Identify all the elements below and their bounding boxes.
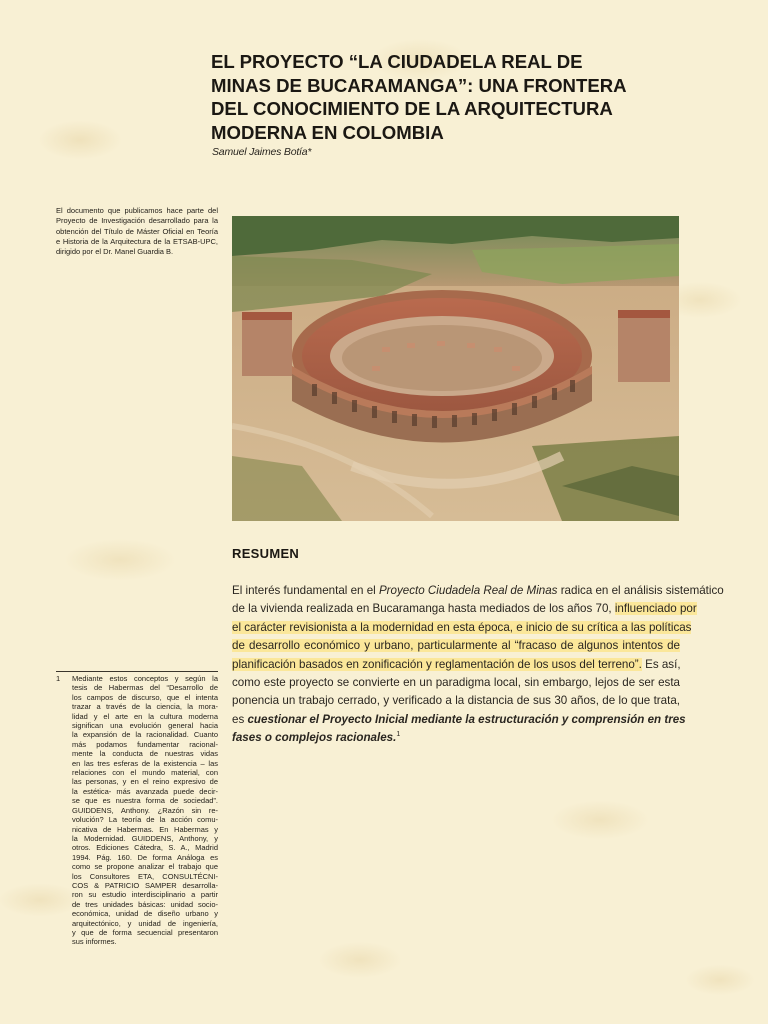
abstract-line bbox=[232, 637, 680, 655]
footnote-line: más podamos fundamentar racional- bbox=[72, 739, 218, 749]
abstract-line bbox=[232, 674, 680, 692]
footnote-line: ron su estudio interdisciplinario a partir bbox=[72, 890, 218, 900]
footnote-line: otros. Ediciones Cátedra, S. A., Madrid bbox=[72, 843, 218, 853]
abstract-emphasis: cuestionar el Proyecto Inicial mediante la estructuración y comprensión en tres bbox=[247, 712, 686, 726]
abstract-text: es bbox=[232, 712, 248, 726]
footnote-line: volución? La teoría de la acción comu- bbox=[72, 815, 218, 825]
footnote-line: económica, unidad de diseño urbano y bbox=[72, 909, 218, 919]
abstract-paragraph bbox=[232, 582, 724, 748]
abstract-line bbox=[232, 711, 686, 729]
footnote-line: la estética- más avanzada puede decir- bbox=[72, 786, 218, 796]
abstract-text: El interés fundamental en el bbox=[232, 584, 379, 597]
footnote-line: se que es nuestra forma de sociedad”. bbox=[72, 796, 218, 806]
title-line: MODERNA EN COLOMBIA bbox=[211, 121, 444, 143]
abstract-highlight: planificación basados en zonificación y reglamentación de los usos del terreno”. bbox=[232, 657, 642, 671]
footnote-reference[interactable]: 1 bbox=[396, 731, 401, 739]
abstract-text: radica en el análisis sistemático bbox=[557, 584, 724, 597]
footnote-text bbox=[72, 674, 218, 947]
abstract-highlight: influenciado por bbox=[614, 602, 697, 616]
abstract-line bbox=[232, 600, 697, 618]
footnote bbox=[56, 671, 218, 947]
abstract-text: Es así, bbox=[641, 657, 681, 671]
footnote-line: las personas, y en el reino expresivo de bbox=[72, 777, 218, 787]
footnote-line: la expansión de la racionalidad. Cuanto bbox=[72, 730, 218, 740]
abstract-line bbox=[232, 656, 680, 674]
abstract-text: de la vivienda realizada en Bucaramanga hasta mediados de los años 70, bbox=[232, 602, 615, 616]
title-line: MINAS DE BUCARAMANGA”: UNA FRONTERA bbox=[211, 74, 627, 96]
footnote-line: GUIDDENS, Anthony. ¿Razón sin re- bbox=[72, 805, 218, 815]
abstract-text: como este proyecto se convierte en un paradigma local, sin embargo, lejos de ser esta bbox=[232, 676, 680, 690]
footnote-line: trazar a través de la ciencia, la mora- bbox=[72, 702, 218, 712]
footnote-line: mente la conducta de nuestras vidas bbox=[72, 749, 218, 759]
footnote-number: 1 bbox=[56, 674, 61, 683]
abstract-line bbox=[232, 729, 680, 747]
author-byline: Samuel Jaimes Botía* bbox=[212, 146, 312, 158]
footnote-line: los Consultores ETA, CONSULTÉCNI- bbox=[72, 871, 218, 881]
footnote-line: relaciones con el mundo material, con bbox=[72, 768, 218, 778]
footnote-line: en las tres esferas de la existencia – las bbox=[72, 758, 218, 768]
footnote-line: la Modernidad. GUIDDENS, Anthony, y bbox=[72, 833, 218, 843]
footnote-line: COS & PATRICIO SAMPER desarrolla- bbox=[72, 880, 218, 890]
abstract-project-name: Proyecto Ciudadela Real de Minas bbox=[378, 584, 558, 597]
abstract-highlight: de desarrollo económico y urbano, particularmente al “fracaso de algunos intentos de bbox=[232, 639, 680, 653]
footnote-line: nicativa de Habermas. En Habermas y bbox=[72, 824, 218, 834]
footnote-line: sus informes. bbox=[72, 937, 117, 947]
intro-note: El documento que publicamos hace parte del Proyecto de Investigación desarrollado para la obtención del Título de Máster Oficial en Teoría e Historia de la Arquitectura de la ETSAB-UPC, dirigido por el Dr. Manel Guardia B. bbox=[56, 206, 218, 257]
title-line: EL PROYECTO “LA CIUDADELA REAL DE bbox=[211, 51, 583, 72]
footnote-line: los campos de discurso, que el intenta bbox=[72, 692, 218, 702]
footnote-line: arquitectónico, y unidad de ingeniería, bbox=[72, 918, 218, 928]
aerial-photo-ciudadela bbox=[232, 216, 679, 521]
title-line: DEL CONOCIMIENTO DE LA ARQUITECTURA bbox=[211, 98, 613, 120]
abstract-line bbox=[232, 692, 680, 710]
footnote-line: lidad y el arte en la cultura moderna bbox=[72, 711, 218, 721]
abstract-line bbox=[232, 619, 692, 637]
footnote-line: de tres unidades básicas: unidad socio- bbox=[72, 899, 218, 909]
abstract-text: ponencia un trabajo cerrado, y verificado a la distancia de sus 30 años, de lo que trata, bbox=[232, 694, 680, 708]
footnote-line: Mediante estos conceptos y según la bbox=[72, 674, 218, 683]
abstract-line bbox=[232, 582, 724, 600]
section-heading-resumen: RESUMEN bbox=[232, 546, 300, 561]
footnote-line: como se propone analizar el trabajo que bbox=[72, 862, 218, 872]
article-title bbox=[211, 50, 671, 144]
footnote-line: 1994. Pág. 160. De forma Análoga es bbox=[72, 852, 218, 862]
abstract-emphasis: fases o complejos racionales. bbox=[232, 731, 397, 745]
footnote-line: significan una evolución general hacia bbox=[72, 721, 218, 731]
footnote-line: tesis de Habermas del “Desarrollo de bbox=[72, 683, 218, 693]
footnote-line: y que de forma secuencial presentaron bbox=[72, 927, 218, 937]
abstract-highlight: el carácter revisionista a la modernidad en esta época, e inicio de su crítica a las políticas bbox=[232, 620, 692, 634]
